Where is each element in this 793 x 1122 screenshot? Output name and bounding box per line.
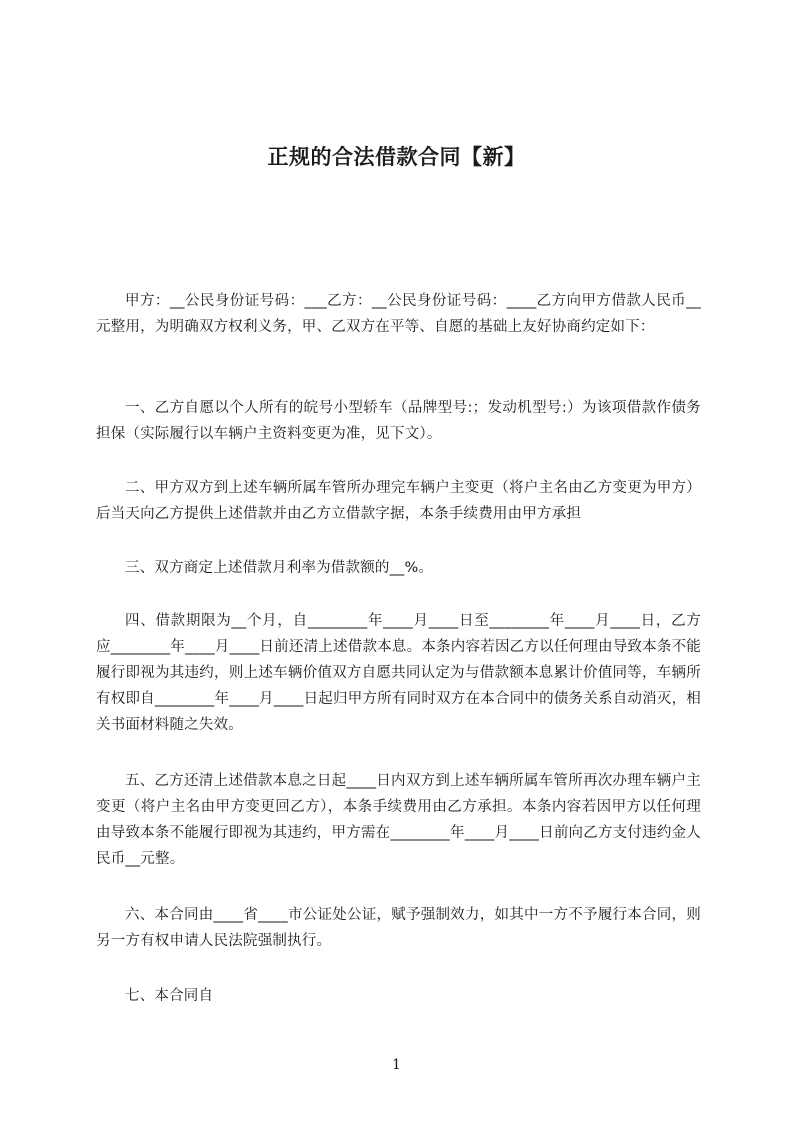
paragraph-clause-7: 七、本合同自 <box>125 988 214 1004</box>
paragraph-parties: 甲方：__公民身份证号码：___乙方：__公民身份证号码：____乙方向甲方借款人民币__元整用，为明确双方权利义务，甲、乙双方在平等、自愿的基础上友好协商约定如下： <box>96 293 701 335</box>
paragraph-clause-4: 四、借款期限为__个月，自________年____月____日至________年____月____日，乙方应________年____月____日前还清上述借款本息。本条内容若因乙方以任何理由导致本条不能履行即视为其违约，则上述车辆价值双方自愿共同认定为与借款额本息累计价值同等，车辆所有权即自________年____月____日起归甲方所有同时双方在本合同中的债务关系自动消灭，相关书面材料随之失效。 <box>96 613 701 733</box>
paragraph-clause-2: 二、甲方双方到上述车辆所属车管所办理完车辆户主变更（将户主名由乙方变更为甲方）后当天向乙方提供上述借款并由乙方立借款字据，本条手续费用由甲方承担 <box>96 480 701 522</box>
paragraph-clause-3: 三、双方商定上述借款月利率为借款额的__%。 <box>125 560 434 576</box>
paragraph-clause-1: 一、乙方自愿以个人所有的皖号小型轿车（品牌型号:；发动机型号:）为该项借款作债务担保（实际履行以车辆户主资料变更为准，见下文）。 <box>96 400 701 442</box>
paragraph-clause-5: 五、乙方还清上述借款本息之日起____日内双方到上述车辆所属车管所再次办理车辆户主变更（将户主名由甲方变更回乙方），本条手续费用由乙方承担。本条内容若因甲方以任何理由导致本条不能履行即视为其违约，甲方需在________年____月____日前向乙方支付违约金人民币__元整。 <box>96 773 701 867</box>
page-title: 正规的合法借款合同【新】 <box>267 145 526 169</box>
paragraph-clause-6: 六、本合同由____省____市公证处公证，赋予强制效力，如其中一方不予履行本合同，则另一方有权申请人民法院强制执行。 <box>96 907 701 949</box>
page-number: 1 <box>392 1057 401 1073</box>
